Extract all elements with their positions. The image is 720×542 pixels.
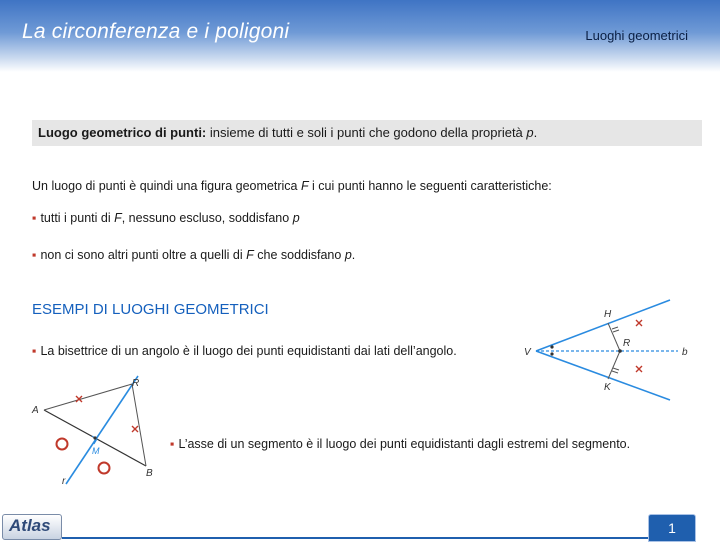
angle-dot-1 [550, 345, 553, 348]
intro-paragraph [32, 179, 552, 193]
page-number-box [648, 514, 696, 542]
bullet-marker: ▪ [32, 248, 37, 262]
intro-symbol: F [300, 179, 309, 193]
label-v: V [524, 347, 531, 358]
label-r: R [623, 338, 631, 349]
label-h: H [604, 309, 612, 320]
point-r [618, 349, 622, 353]
section-title: Luoghi geometrici [585, 28, 688, 43]
label-r: R [132, 378, 140, 389]
definition-box [32, 120, 702, 146]
examples-heading: ESEMPI DI LUOGHI GEOMETRICI [32, 301, 269, 318]
presentation-title: La circonferenza e i poligoni [22, 20, 290, 43]
page-number: 1 [668, 520, 676, 536]
bullet-1-before: tutti i punti di [40, 211, 115, 225]
bisector-text: La bisettrice di un angolo è il luogo dei punti equidistanti dai lati dell’angolo. [40, 344, 457, 358]
label-b: B [146, 468, 153, 479]
axis-line-r [66, 376, 138, 484]
bullet-1-symbol-f: F [114, 211, 122, 225]
bullet-marker: ▪ [32, 344, 37, 358]
equal-mark-upper [612, 327, 619, 332]
axis-diagram [28, 370, 163, 490]
definition-end: . [533, 125, 538, 140]
logo-text: Atlas [9, 516, 51, 535]
axis-bullet [170, 437, 630, 451]
intro-after: i cui punti hanno le seguenti caratteristiche: [308, 179, 552, 193]
axis-text: L’asse di un segmento è il luogo dei punti equidistanti dagli estremi del segmento. [178, 437, 631, 451]
cross-mark-lower [636, 366, 642, 372]
header-banner [0, 0, 720, 72]
bullet-item-1 [32, 211, 300, 225]
equal-mark-lower [612, 368, 619, 373]
bullet-2-symbol-f: F [246, 248, 254, 262]
cross-mark-br [132, 426, 138, 432]
definition-text [38, 125, 537, 140]
bullet-2-before: non ci sono altri punti oltre a quelli di [40, 248, 247, 262]
definition-body: insieme di tutti e soli i punti che godono della proprietà [206, 125, 527, 140]
intro-before: Un luogo di punti è quindi una figura geometrica [32, 179, 301, 193]
cross-mark-upper [636, 320, 642, 326]
angle-dot-2 [550, 352, 553, 355]
bullet-1-symbol-p: p [292, 211, 300, 225]
footer-rule [62, 537, 648, 539]
definition-term: Luogo geometrico di punti: [38, 125, 207, 140]
bullet-2-symbol-p: p [344, 248, 352, 262]
definition-symbol: p [526, 125, 534, 140]
point-m [93, 436, 96, 439]
circle-mark-mb [99, 463, 110, 474]
segment-rh [608, 323, 620, 351]
circle-mark-am [57, 439, 68, 450]
atlas-logo [2, 514, 62, 540]
bullet-1-middle: , nessuno escluso, soddisfano [121, 211, 293, 225]
bullet-2-after: . [351, 248, 356, 262]
segment-rk [608, 351, 620, 379]
label-b: b [682, 347, 688, 358]
angle-side-lower [536, 351, 670, 400]
bullet-marker: ▪ [32, 211, 37, 225]
bisector-diagram [520, 296, 700, 406]
label-m: M [92, 446, 100, 456]
angle-side-upper [536, 300, 670, 351]
bullet-marker: ▪ [170, 437, 175, 451]
bullet-item-2 [32, 248, 355, 262]
bullet-2-middle: che soddisfano [253, 248, 345, 262]
segment-br [132, 384, 146, 466]
label-k: K [604, 382, 611, 393]
label-r-axis: r [62, 476, 66, 487]
label-a: A [32, 405, 39, 416]
bisector-bullet [32, 344, 457, 358]
